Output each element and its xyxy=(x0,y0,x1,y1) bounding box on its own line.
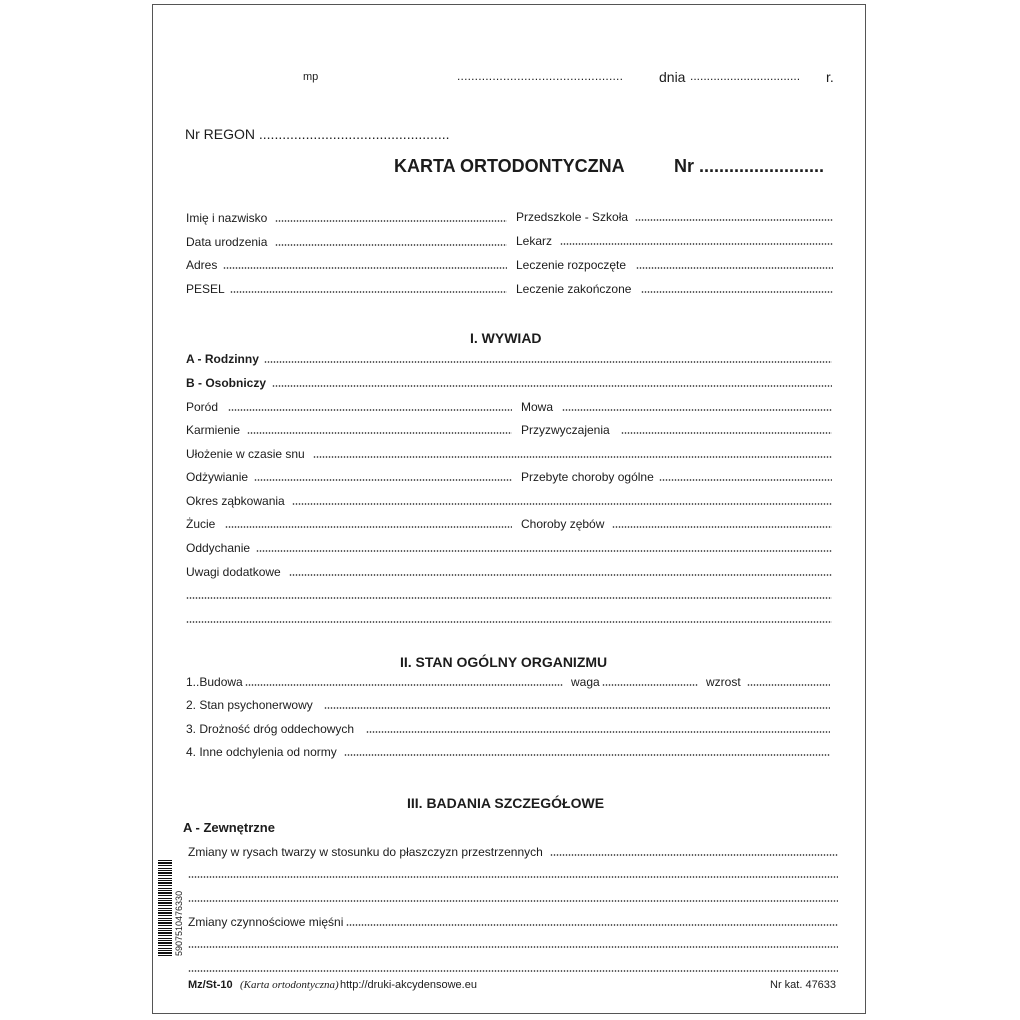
rysy-line-3 xyxy=(188,900,838,902)
miesnie-line xyxy=(346,924,838,926)
rysy-line xyxy=(550,854,838,856)
place-dots: ............................................... xyxy=(457,69,624,83)
dnia-label: dnia xyxy=(659,69,686,85)
year-suffix: r. xyxy=(826,69,834,85)
treatment-start-line xyxy=(636,267,833,269)
section-stan-heading: II. STAN OGÓLNY ORGANIZMU xyxy=(400,654,608,670)
treatment-end-line xyxy=(641,291,833,293)
miesnie-label: Zmiany czynnościowe mięśni xyxy=(188,915,344,929)
porod-label: Poród xyxy=(186,400,219,414)
psycho-label: 2. Stan psychonerwowy xyxy=(186,698,313,712)
droznosc-label: 3. Drożność dróg oddechowych xyxy=(186,722,355,736)
miesnie-line-3 xyxy=(188,970,838,972)
page-title: KARTA ORTODONTYCZNA xyxy=(394,156,625,176)
waga-line xyxy=(602,684,698,686)
ulozenie-label: Ułożenie w czasie snu xyxy=(186,447,305,461)
uwagi-line-2 xyxy=(186,597,832,599)
zewnetrzne-label: A - Zewnętrzne xyxy=(183,820,275,835)
treatment-end-label: Leczenie zakończone xyxy=(516,282,632,296)
miesnie-line-2 xyxy=(188,946,838,948)
choroby-zebow-line xyxy=(612,526,832,528)
section-wywiad-heading: I. WYWIAD xyxy=(470,330,542,346)
uwagi-label: Uwagi dodatkowe xyxy=(186,565,281,579)
pesel-line xyxy=(230,291,507,293)
dob-label: Data urodzenia xyxy=(186,235,268,249)
choroby-ogolne-line xyxy=(659,479,832,481)
porod-line xyxy=(228,409,512,411)
droznosc-line xyxy=(366,731,830,733)
oddychanie-line xyxy=(256,550,832,552)
odzywianie-label: Odżywianie xyxy=(186,470,249,484)
karmienie-label: Karmienie xyxy=(186,423,241,437)
uwagi-line xyxy=(289,574,832,576)
waga-label: waga xyxy=(571,675,600,689)
ulozenie-line xyxy=(313,456,832,458)
odzywianie-line xyxy=(254,479,512,481)
treatment-start-label: Leczenie rozpoczęte xyxy=(516,258,627,272)
osobniczy-line xyxy=(272,385,832,387)
school-label: Przedszkole - Szkoła xyxy=(516,210,629,224)
zucie-line xyxy=(225,526,512,528)
osobniczy-label: B - Osobniczy xyxy=(186,376,267,390)
oddychanie-label: Oddychanie xyxy=(186,541,251,555)
address-label: Adres xyxy=(186,258,218,272)
doctor-line xyxy=(560,243,833,245)
inne-line xyxy=(344,754,830,756)
barcode xyxy=(158,860,172,956)
pesel-label: PESEL xyxy=(186,282,225,296)
budowa-label: 1..Budowa xyxy=(186,675,243,689)
barcode-number: 5907510476330 xyxy=(174,890,184,956)
address-line xyxy=(223,267,507,269)
date-dots: ................................. xyxy=(690,69,801,83)
section-badania-heading: III. BADANIA SZCZEGÓŁOWE xyxy=(407,795,605,811)
mp-label: mp xyxy=(303,71,319,83)
regon-field: Nr REGON ................................................. xyxy=(185,126,450,142)
rodzinny-line xyxy=(264,361,832,363)
inne-label: 4. Inne odchylenia od normy xyxy=(186,745,337,759)
dob-line xyxy=(275,244,507,246)
catalog-number: Nr kat. 47633 xyxy=(770,979,837,991)
przyzwyczajenia-line xyxy=(621,432,832,434)
school-line xyxy=(635,219,833,221)
card-number: Nr ......................... xyxy=(674,156,825,176)
zabkowanie-line xyxy=(292,503,832,505)
form-subtitle: (Karta ortodontyczna) xyxy=(240,979,339,991)
name-label: Imię i nazwisko xyxy=(186,211,268,225)
budowa-line xyxy=(245,684,563,686)
rysy-label: Zmiany w rysach twarzy w stosunku do płaszczyzn przestrzennych xyxy=(188,845,543,859)
rysy-line-2 xyxy=(188,876,838,878)
choroby-ogolne-label: Przebyte choroby ogólne xyxy=(521,470,654,484)
przyzwyczajenia-label: Przyzwyczajenia xyxy=(521,423,610,437)
doctor-label: Lekarz xyxy=(516,234,553,248)
form-code: Mz/St-10 xyxy=(188,979,233,991)
mowa-label: Mowa xyxy=(521,400,554,414)
wzrost-label: wzrost xyxy=(706,675,741,689)
psycho-line xyxy=(324,707,830,709)
name-line xyxy=(275,220,507,222)
uwagi-line-3 xyxy=(186,621,832,623)
karmienie-line xyxy=(247,432,512,434)
mowa-line xyxy=(562,409,832,411)
rodzinny-label: A - Rodzinny xyxy=(186,352,259,366)
zabkowanie-label: Okres ząbkowania xyxy=(186,494,285,508)
publisher-url[interactable]: http://druki-akcydensowe.eu xyxy=(340,979,477,991)
choroby-zebow-label: Choroby zębów xyxy=(521,517,605,531)
zucie-label: Żucie xyxy=(186,517,216,531)
wzrost-line xyxy=(747,684,830,686)
